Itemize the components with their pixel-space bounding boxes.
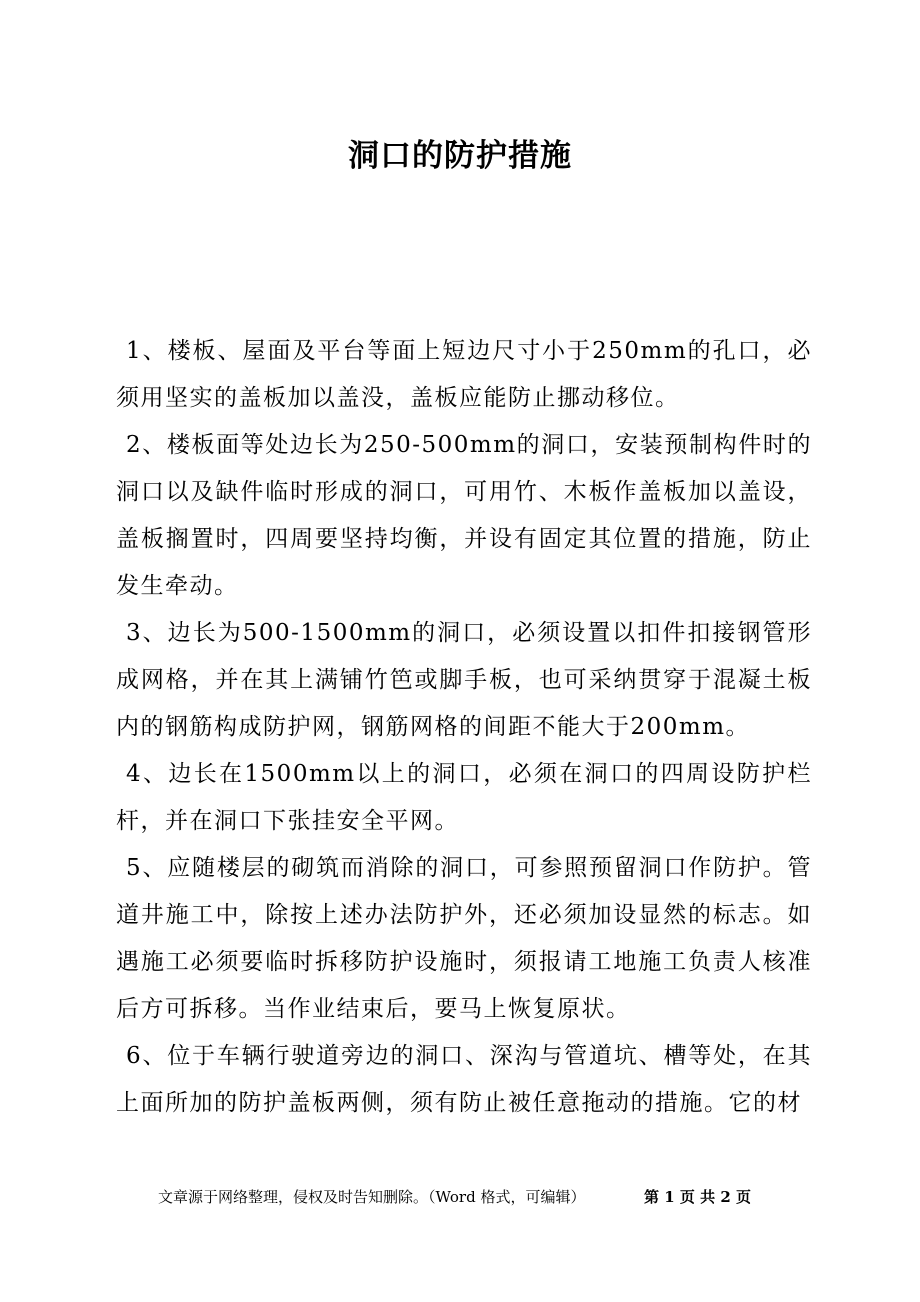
paragraph-4: 4、边长在1500mm以上的洞口，必须在洞口的四周设防护栏杆，并在洞口下张挂安全平网。 bbox=[116, 761, 812, 834]
paragraph-2: 2、楼板面等处边长为250-500mm的洞口，安装预制构件时的洞口以及缺件临时形成的洞口，可用竹、木板作盖板加以盖设，盖板搁置时，四周要坚持均衡，并设有固定其位置的措施，防止发生牵动。 bbox=[116, 432, 812, 599]
document-title: 洞口的防护措施 bbox=[348, 138, 572, 174]
page-number: 第 1 页 共 2 页 bbox=[644, 1188, 751, 1206]
paragraph-1: 1、楼板、屋面及平台等面上短边尺寸小于250mm的孔口，必须用坚实的盖板加以盖没，盖板应能防止挪动移位。 bbox=[116, 338, 812, 411]
paragraph-6: 6、位于车辆行驶道旁边的洞口、深沟与管道坑、槽等处，在其上面所加的防护盖板两侧，须有防止被任意拖动的措施。它的材 bbox=[116, 1043, 812, 1116]
paragraph-5: 5、应随楼层的砌筑而消除的洞口，可参照预留洞口作防护。管道井施工中，除按上述办法防护外，还必须加设显然的标志。如遇施工必须要临时拆移防护设施时，须报请工地施工负责人核准后方可拆移。当作业结束后，要马上恢复原状。 bbox=[116, 855, 812, 1022]
paragraph-3: 3、边长为500-1500mm的洞口，必须设置以扣件扣接钢管形成网格，并在其上满铺竹笆或脚手板，也可采纳贯穿于混凝土板内的钢筋构成防护网，钢筋网格的间距不能大于200mm。 bbox=[116, 620, 812, 740]
document-body bbox=[116, 328, 812, 1127]
footer-note: 文章源于网络整理，侵权及时告知删除。（Word 格式，可编辑） bbox=[158, 1188, 586, 1206]
